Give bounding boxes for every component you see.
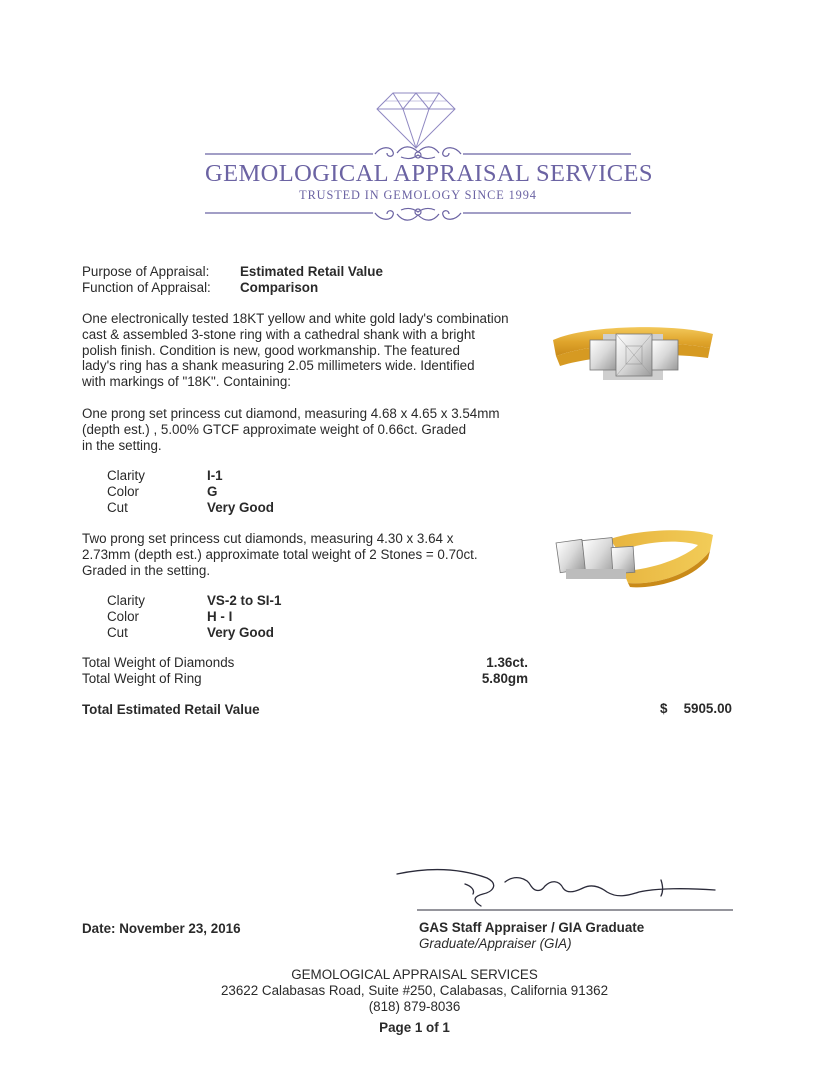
description-line: cast & assembled 3-stone ring with a cathedral shank with a bright [82,326,475,342]
stone1-cut-value: Very Good [207,500,274,515]
appraisal-date: Date: November 23, 2016 [82,921,241,936]
purpose-label: Purpose of Appraisal: [82,264,210,279]
logo-top-ornament [205,143,631,161]
function-value: Comparison [240,280,319,295]
description-line: lady's ring has a shank measuring 2.05 millimeters wide. Identified [82,358,475,374]
stone1-color-value: G [207,484,218,499]
stone2-line: 2.73mm (depth est.) approximate total weight of 2 Stones = 0.70ct. [82,546,478,562]
ring-front-photo [548,312,718,392]
diamond-logo-icon [375,90,457,150]
stone2-cut-label: Cut [107,625,128,640]
total-diamonds-value: 1.36ct. [486,655,528,670]
appraiser-signature [395,862,735,918]
stone2-color-value: H - I [207,609,233,624]
stone2-line: Graded in the setting. [82,562,211,578]
ring-side-photo [548,525,718,590]
stone1-line: in the setting. [82,437,162,453]
purpose-value: Estimated Retail Value [240,264,383,279]
signer-subtitle: Graduate/Appraiser (GIA) [419,936,572,951]
stone2-description [82,531,478,578]
function-label: Function of Appraisal: [82,280,211,295]
stone2-line: Two prong set princess cut diamonds, measuring 4.30 x 3.64 x [82,531,454,546]
signer-title: GAS Staff Appraiser / GIA Graduate [419,920,645,935]
stone2-cut-value: Very Good [207,625,274,640]
logo-tagline: TRUSTED IN GEMOLOGY SINCE 1994 [299,188,537,202]
description-line: polish finish. Condition is new, good workmanship. The featured [82,342,460,358]
stone2-color-label: Color [107,609,139,624]
description-line: One electronically tested 18KT yellow and white gold lady's combination [82,311,509,326]
total-ring-label: Total Weight of Ring [82,671,202,686]
stone1-line: (depth est.) , 5.00% GTCF approximate weight of 0.66ct. Graded [82,421,467,437]
footer-phone: (818) 879-8036 [368,999,461,1014]
footer-address: 23622 Calabasas Road, Suite #250, Calabasas, California 91362 [220,983,609,998]
description-line: with markings of "18K". Containing: [82,374,291,390]
logo-company-name: GEMOLOGICAL APPRAISAL SERVICES [205,160,653,187]
item-description [82,311,509,390]
total-retail-label: Total Estimated Retail Value [82,702,260,717]
page-number: Page 1 of 1 [379,1020,450,1035]
stone1-description [82,406,500,453]
footer-company: GEMOLOGICAL APPRAISAL SERVICES [291,967,538,982]
stone1-cut-label: Cut [107,500,128,515]
stone1-color-label: Color [107,484,139,499]
total-ring-value: 5.80gm [481,671,528,686]
stone1-clarity-label: Clarity [107,468,145,483]
total-retail-value: 5905.00 [683,701,732,716]
logo-bottom-ornament [205,205,631,223]
currency-symbol: $ [660,701,668,716]
stone1-line: One prong set princess cut diamond, measuring 4.68 x 4.65 x 3.54mm [82,406,500,421]
stone2-clarity-value: VS-2 to SI-1 [207,593,282,608]
stone1-clarity-value: I-1 [207,468,223,483]
total-diamonds-label: Total Weight of Diamonds [82,655,235,670]
stone2-clarity-label: Clarity [107,593,145,608]
